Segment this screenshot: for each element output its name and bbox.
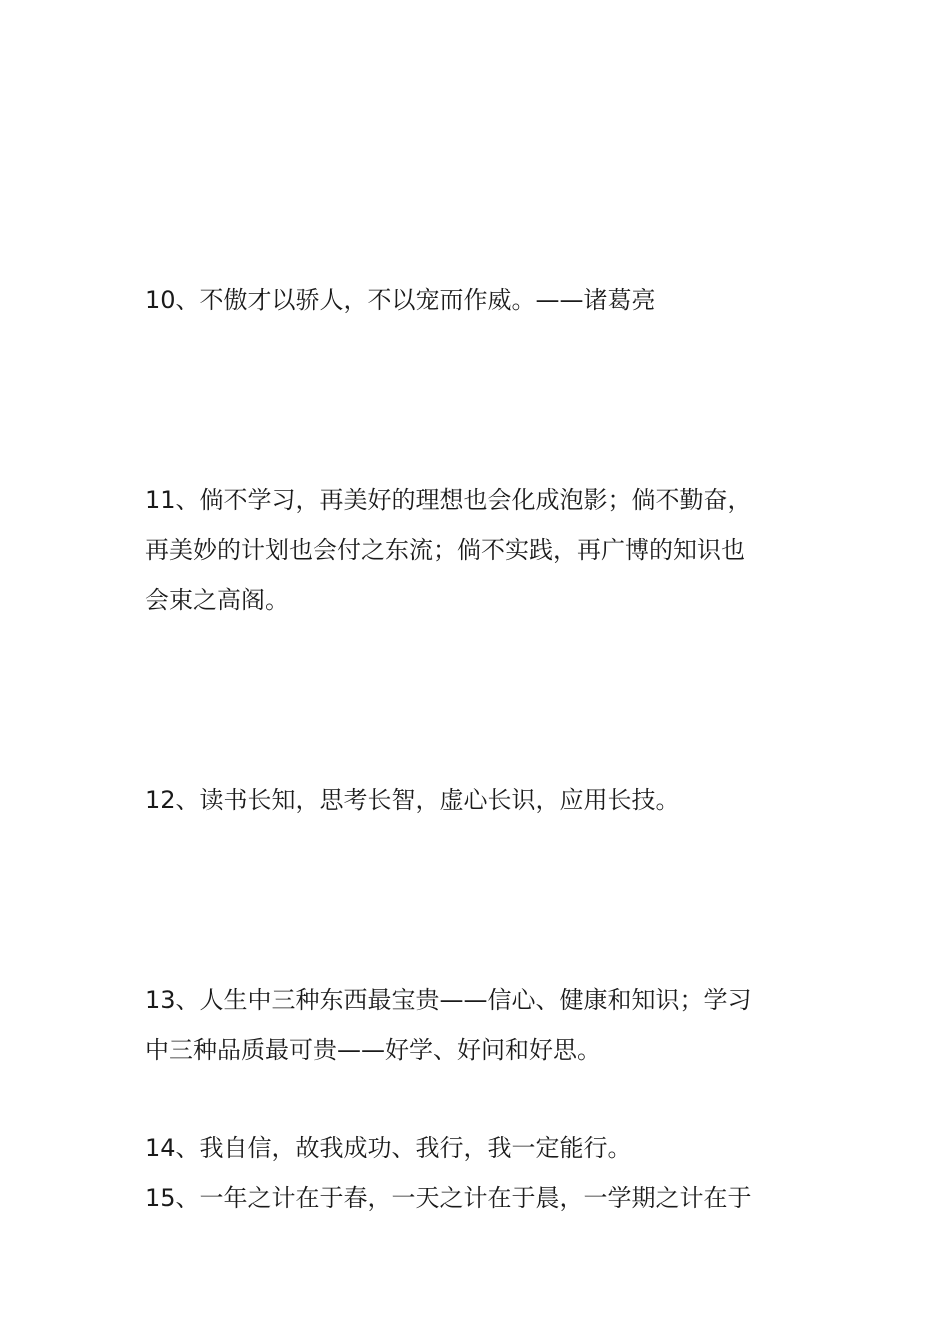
quote-11-line-1: 11、倘不学习，再美好的理想也会化成泡影；倘不勤奋， <box>145 486 752 514</box>
quote-15-line-1: 15、一年之计在于春，一天之计在于晨，一学期之计在于 <box>145 1184 752 1212</box>
quote-11-line-2: 再美妙的计划也会付之东流；倘不实践，再广博的知识也 <box>145 536 745 564</box>
quote-12-line-1: 12、读书长知，思考长智，虚心长识，应用长技。 <box>145 786 680 814</box>
quote-14-line-1: 14、我自信，故我成功、我行，我一定能行。 <box>145 1134 632 1162</box>
quote-13-line-2: 中三种品质最可贵——好学、好问和好思。 <box>145 1036 601 1064</box>
quote-11-line-3: 会束之高阁。 <box>145 586 289 614</box>
quote-10-line-1: 10、不傲才以骄人，不以宠而作威。——诸葛亮 <box>145 286 656 314</box>
quote-13-line-1: 13、人生中三种东西最宝贵——信心、健康和知识；学习 <box>145 986 752 1014</box>
